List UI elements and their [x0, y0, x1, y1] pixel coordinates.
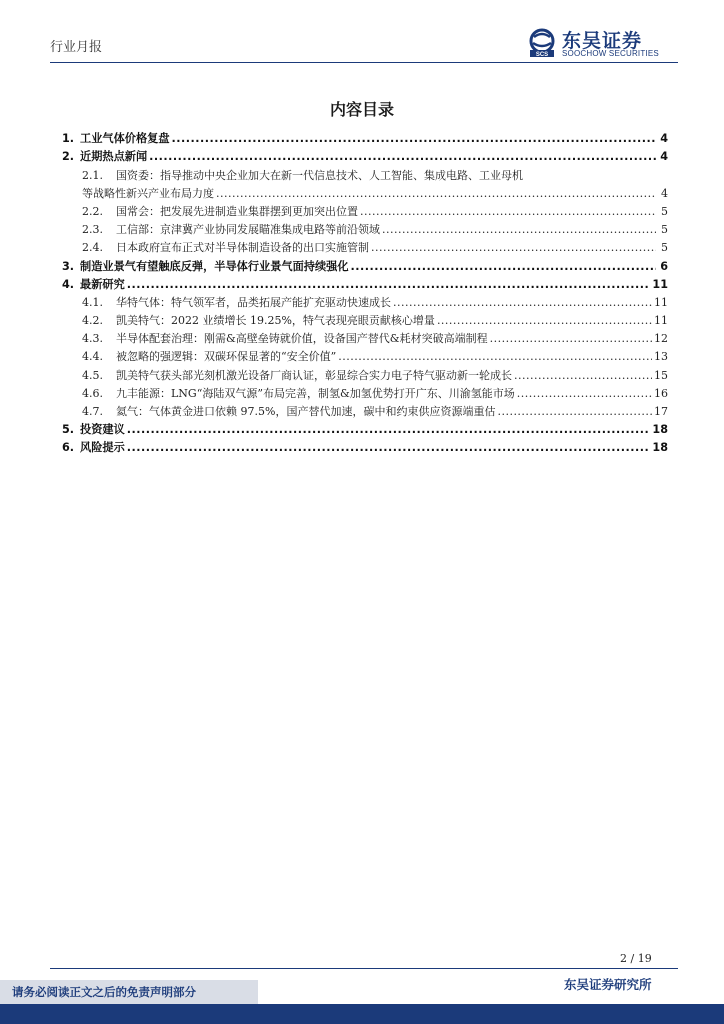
logo-english-name: SOOCHOW SECURITIES — [562, 49, 659, 58]
toc-entry-number: 5. — [62, 423, 75, 437]
logo-chinese-name: 东吴证券 — [562, 30, 643, 52]
toc-leader-dots — [351, 259, 656, 274]
toc-entry-number: 3. — [62, 259, 75, 273]
toc-entry-number: 4.6. — [82, 386, 103, 400]
toc-entry-text: 半导体配套治理：刚需&高壁垒铸就价值，设备国产替代&耗材突破高端制程 — [116, 332, 488, 346]
toc-entry-2-1[interactable] — [62, 164, 668, 200]
toc-entry-page: 4 — [660, 132, 668, 146]
toc-leader-dots — [172, 131, 656, 146]
toc-entry-2-4[interactable] — [62, 237, 668, 255]
toc-entry-text: 凯美特气获头部光刻机激光设备厂商认证，彰显综合实力电子特气驱动新一轮成长 — [116, 368, 512, 382]
toc-entry-number: 2.1. — [82, 168, 103, 182]
toc-entry-4-7[interactable] — [62, 401, 668, 419]
soochow-logo-icon — [526, 28, 558, 58]
toc-entry-number: 4.3. — [82, 332, 103, 346]
toc-entry-page: 15 — [654, 368, 668, 382]
toc-entry-page: 5 — [661, 241, 668, 255]
toc-entry-page: 18 — [652, 441, 668, 455]
header-divider — [50, 62, 678, 63]
toc-entry-text: 工信部：京津冀产业协同发展瞄准集成电路等前沿领域 — [116, 223, 380, 237]
toc-entry-page: 11 — [654, 314, 668, 328]
toc-entry-number: 2. — [62, 150, 75, 164]
footer-band — [0, 1004, 724, 1024]
toc-entry-number: 4.1. — [82, 295, 103, 309]
toc-entry-text: 工业气体价格复盘 — [80, 132, 170, 146]
toc-leader-dots — [517, 386, 652, 401]
toc-entry-text: 氦气：气体黄金进口依赖 97.5%，国产替代加速，碳中和约束供应资源端重估 — [116, 405, 496, 418]
toc-entry-number: 6. — [62, 441, 75, 455]
toc-entry-text: 日本政府宣布正式对半导体制造设备的出口实施管制 — [116, 241, 369, 255]
toc-leader-dots — [127, 277, 651, 292]
toc-entry-page: 4 — [660, 150, 668, 164]
toc-entry-page: 5 — [661, 223, 668, 237]
toc-entry-page: 12 — [654, 332, 668, 346]
table-of-contents — [62, 128, 668, 455]
toc-entry-4-6[interactable] — [62, 383, 668, 401]
toc-leader-dots — [437, 313, 652, 328]
toc-entry-1[interactable] — [62, 128, 668, 146]
toc-leader-dots — [382, 222, 656, 237]
logo-mark-text: SCS — [535, 52, 549, 58]
toc-entry-2[interactable] — [62, 146, 668, 164]
toc-entry-page: 16 — [654, 386, 668, 400]
page-number: 2 / 19 — [620, 952, 652, 965]
toc-entry-text-continued: 等战略性新兴产业布局力度 — [82, 186, 214, 200]
disclaimer-banner — [0, 980, 258, 1004]
toc-entry-number: 1. — [62, 132, 75, 146]
toc-entry-2-3[interactable] — [62, 219, 668, 237]
toc-entry-text: 国常会：把发展先进制造业集群摆到更加突出位置 — [116, 204, 358, 218]
toc-entry-number: 4.7. — [82, 405, 103, 418]
toc-entry-6[interactable] — [62, 437, 668, 455]
toc-leader-dots — [514, 368, 652, 383]
toc-entry-page: 11 — [654, 295, 668, 309]
toc-entry-3[interactable] — [62, 255, 668, 273]
toc-entry-4-1[interactable] — [62, 292, 668, 310]
toc-leader-dots — [338, 349, 652, 364]
toc-entry-page: 11 — [652, 277, 668, 291]
toc-entry-number: 2.3. — [82, 223, 103, 237]
toc-entry-text: 近期热点新闻 — [80, 150, 148, 164]
toc-entry-4-4[interactable] — [62, 346, 668, 364]
toc-entry-number: 2.4. — [82, 241, 103, 255]
toc-entry-number: 4.4. — [82, 350, 103, 364]
toc-entry-text: 风险提示 — [80, 441, 125, 455]
toc-entry-text: 投资建议 — [80, 423, 125, 437]
toc-leader-dots — [393, 295, 652, 310]
toc-entry-number: 4. — [62, 277, 75, 291]
toc-entry-5[interactable] — [62, 419, 668, 437]
toc-entry-page: 17 — [654, 405, 668, 418]
toc-leader-dots — [127, 422, 651, 437]
toc-entry-number: 4.5. — [82, 368, 103, 382]
toc-entry-page: 5 — [661, 204, 668, 218]
toc-entry-4-2[interactable] — [62, 310, 668, 328]
disclaimer-text: 请务必阅读正文之后的免责声明部分 — [12, 985, 196, 999]
toc-leader-dots — [360, 204, 656, 219]
toc-entry-text: 凯美特气：2022 业绩增长 19.25%，特气表现亮眼贡献核心增量 — [116, 314, 435, 328]
toc-entry-number: 2.2. — [82, 204, 103, 218]
toc-leader-dots — [149, 149, 656, 164]
toc-entry-text: 国资委：指导推动中央企业加大在新一代信息技术、人工智能、集成电路、工业母机 — [116, 168, 523, 182]
toc-entry-text: 最新研究 — [80, 277, 125, 291]
toc-leader-dots — [497, 404, 652, 419]
toc-entry-page: 13 — [654, 350, 668, 364]
report-type-label: 行业月报 — [50, 40, 103, 55]
toc-title: 内容目录 — [329, 100, 394, 119]
toc-entry-text: 被忽略的强逻辑：双碳环保显著的“安全价值” — [116, 350, 337, 364]
toc-leader-dots — [216, 186, 656, 201]
footer-organization: 东吴证券研究所 — [564, 977, 652, 992]
toc-leader-dots — [490, 331, 652, 346]
company-logo — [526, 26, 676, 62]
toc-entry-page: 6 — [660, 259, 668, 273]
toc-entry-number: 4.2. — [82, 314, 103, 328]
toc-entry-text: 制造业景气有望触底反弹，半导体行业景气面持续强化 — [80, 259, 349, 273]
toc-leader-dots — [127, 440, 651, 455]
toc-entry-text: 九丰能源：LNG“海陆双气源”布局完善，制氢&加氢优势打开广东、川渝氢能市场 — [116, 386, 515, 400]
toc-entry-page: 18 — [652, 423, 668, 437]
toc-entry-4-3[interactable] — [62, 328, 668, 346]
toc-entry-4-5[interactable] — [62, 364, 668, 382]
toc-leader-dots — [371, 240, 656, 255]
footer-divider — [50, 968, 678, 969]
toc-entry-2-2[interactable] — [62, 201, 668, 219]
toc-entry-text: 华特气体：特气领军者，品类拓展产能扩充驱动快速成长 — [116, 295, 391, 309]
toc-entry-page: 4 — [661, 186, 668, 200]
toc-entry-4[interactable] — [62, 274, 668, 292]
